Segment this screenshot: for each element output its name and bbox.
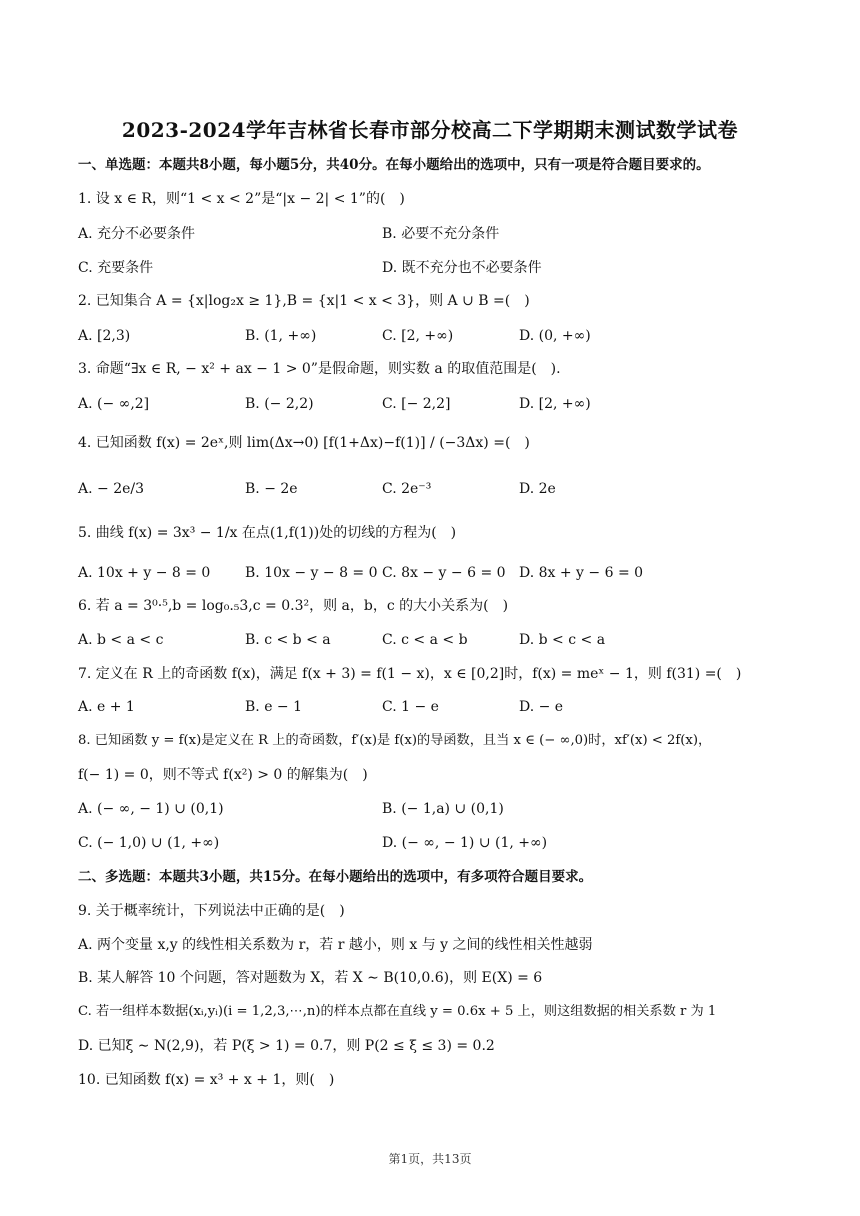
q6-option-c: C. c < a < b xyxy=(382,632,468,648)
q1-option-d: D. 既不充分也不必要条件 xyxy=(382,260,542,276)
q6-option-d: D. b < c < a xyxy=(519,632,606,648)
q2-option-b: B. (1, +∞) xyxy=(245,328,317,344)
q5-option-c: C. 8x − y − 6 = 0 xyxy=(382,565,506,581)
question-8-line-1: 8. 已知函数 y = f(x)是定义在 R 上的奇函数，f′(x)是 f(x)的导函数，且当 x ∈ (− ∞,0)时，xf′(x) < 2f(x)， xyxy=(78,733,712,748)
question-3: 3. 命题“∃x ∈ R, − x² + ax − 1 > 0”是假命题，则实数 a 的取值范围是( ). xyxy=(78,361,561,377)
page-title: 2023-2024学年吉林省长春市部分校高二下学期期末测试数学试卷 xyxy=(121,118,739,142)
q8-option-b: B. (− 1,a) ∪ (0,1) xyxy=(382,801,504,817)
q6-option-a: A. b < a < c xyxy=(78,632,164,648)
q5-option-d: D. 8x + y − 6 = 0 xyxy=(519,565,644,581)
q1-option-c: C. 充要条件 xyxy=(78,260,154,276)
q2-option-d: D. (0, +∞) xyxy=(519,328,591,344)
q9-option-a: A. 两个变量 x,y 的线性相关系数为 r，若 r 越小，则 x 与 y 之间的线性相关性越弱 xyxy=(78,937,593,953)
question-6: 6. 若 a = 3⁰·⁵,b = log₀.₅3,c = 0.3²，则 a，b，c 的大小关系为( ) xyxy=(78,598,509,614)
q6-option-b: B. c < b < a xyxy=(245,632,331,648)
q8-option-c: C. (− 1,0) ∪ (1, +∞) xyxy=(78,835,220,851)
q4-option-a: A. − 2e/3 xyxy=(78,481,145,497)
q7-option-b: B. e − 1 xyxy=(245,699,303,715)
q7-option-a: A. e + 1 xyxy=(78,699,135,715)
q7-option-c: C. 1 − e xyxy=(382,699,439,715)
q7-option-d: D. − e xyxy=(519,699,564,715)
q2-option-c: C. [2, +∞) xyxy=(382,328,454,344)
q1-option-b: B. 必要不充分条件 xyxy=(382,226,500,242)
q3-option-c: C. [− 2,2] xyxy=(382,396,451,412)
q5-option-a: A. 10x + y − 8 = 0 xyxy=(78,565,211,581)
q9-option-b: B. 某人解答 10 个问题，答对题数为 X，若 X ∼ B(10,0.6)，则 E(X) = 6 xyxy=(78,970,543,986)
q9-option-c: C. 若一组样本数据(xᵢ,yᵢ)(i = 1,2,3,⋯,n)的样本点都在直线 y = 0.6x + 5 上，则这组数据的相关系数 r 为 1 xyxy=(78,1004,717,1019)
section-heading-multiple-choice: 二、多选题：本题共3小题，共15分。在每小题给出的选项中，有多项符合题目要求。 xyxy=(78,869,593,885)
question-8-line-2: f(− 1) = 0，则不等式 f(x²) > 0 的解集为( ) xyxy=(78,767,368,783)
question-4: 4. 已知函数 f(x) = 2eˣ,则 lim(Δx→0) [f(1+Δx)−f(1)] / (−3Δx) =( ) xyxy=(78,435,530,451)
question-1: 1. 设 x ∈ R，则“1 < x < 2”是“|x − 2| < 1”的( ) xyxy=(78,191,405,207)
question-2: 2. 已知集合 A = {x|log₂x ≥ 1},B = {x|1 < x < 3}，则 A ∪ B =( ) xyxy=(78,293,530,309)
q8-option-d: D. (− ∞, − 1) ∪ (1, +∞) xyxy=(382,835,548,851)
question-9: 9. 关于概率统计，下列说法中正确的是( ) xyxy=(78,903,345,919)
question-10: 10. 已知函数 f(x) = x³ + x + 1，则( ) xyxy=(78,1072,335,1088)
q4-option-c: C. 2e⁻³ xyxy=(382,481,432,497)
q5-option-b: B. 10x − y − 8 = 0 xyxy=(245,565,378,581)
q3-option-d: D. [2, +∞) xyxy=(519,396,591,412)
q1-option-a: A. 充分不必要条件 xyxy=(78,226,196,242)
q9-option-d: D. 已知ξ ∼ N(2,9)，若 P(ξ > 1) = 0.7，则 P(2 ≤ ξ ≤ 3) = 0.2 xyxy=(78,1038,495,1054)
q3-option-a: A. (− ∞,2] xyxy=(78,396,150,412)
question-7: 7. 定义在 R 上的奇函数 f(x)，满足 f(x + 3) = f(1 − x)，x ∈ [0,2]时，f(x) = meˣ − 1，则 f(31) =( ) xyxy=(78,666,742,682)
q3-option-b: B. (− 2,2) xyxy=(245,396,314,412)
q8-option-a: A. (− ∞, − 1) ∪ (0,1) xyxy=(78,801,224,817)
section-heading-single-choice: 一、单选题：本题共8小题，每小题5分，共40分。在每小题给出的选项中，只有一项是符合题目要求的。 xyxy=(78,157,710,173)
question-5: 5. 曲线 f(x) = 3x³ − 1/x 在点(1,f(1))处的切线的方程为( ) xyxy=(78,525,457,541)
page-footer: 第1页，共13页 xyxy=(388,1152,472,1166)
q4-option-d: D. 2e xyxy=(519,481,556,497)
q2-option-a: A. [2,3) xyxy=(78,328,131,344)
q4-option-b: B. − 2e xyxy=(245,481,298,497)
